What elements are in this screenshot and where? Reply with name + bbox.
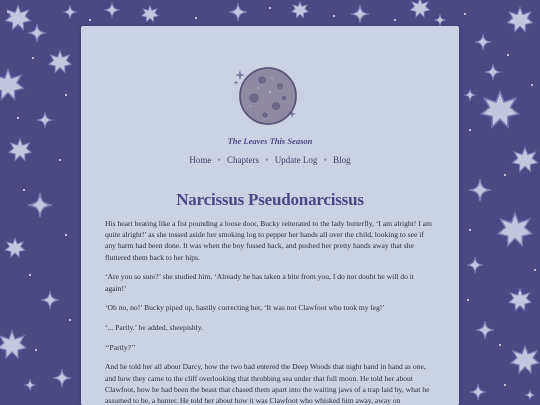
story-paragraph: And he told her all about Darcy, how the two had entered the Deep Woods that night hand in hand as one, and how they came to the cliff overlooking that throbbing sea under that full moon. He told her about Clawfoot, how he had been the beast that chased them apart into the waiting jaws of a trap laid by, what he assumed to be, a hunter. He told her about how it was Clawfoot who whisked him away, away on: [105, 362, 430, 405]
star-icon: [5, 5, 30, 29]
star-icon: [485, 64, 501, 80]
star-icon: [507, 7, 532, 31]
site-title[interactable]: The Leaves This Season: [227, 136, 313, 146]
star-icon: [511, 346, 539, 373]
nav-item-home[interactable]: Home: [189, 155, 212, 165]
star-icon: [292, 2, 309, 18]
story-body: [105, 218, 435, 405]
star-icon: [525, 390, 535, 400]
nav-separator: •: [265, 155, 269, 165]
nav-separator: •: [217, 155, 221, 165]
star-icon: [229, 3, 247, 21]
star-icon: [470, 384, 486, 400]
star-icon: [28, 193, 52, 217]
moon-with-stars-icon[interactable]: [232, 60, 302, 130]
star-icon: [434, 14, 446, 26]
nav-item-update-log[interactable]: Update Log: [274, 155, 318, 165]
star-icon: [410, 0, 430, 17]
star-icon: [476, 321, 494, 339]
star-icon: [482, 92, 518, 127]
star-icon: [509, 289, 531, 311]
star-icon: [142, 6, 159, 22]
star-icon: [0, 70, 23, 100]
post-title: Narcissus Pseudonarcissus: [176, 190, 364, 209]
nav-item-blog[interactable]: Blog: [333, 155, 351, 165]
star-icon: [24, 379, 36, 391]
main-nav: [81, 155, 459, 165]
star-icon: [351, 5, 369, 23]
star-icon: [464, 89, 476, 101]
nav-item-chapters[interactable]: Chapters: [227, 155, 260, 165]
story-paragraph: His heart beating like a fist pounding a loose door, Bucky reiterated to the lady butterfly, ‘I am alright! I am quite alright!’ as she tossed aside her smoking log to pepper her hands all over the child, looking to see if any harm had been done. It was when the boy fussed back, and pushed her pretty hands away that she fluttered them back to her hips.: [105, 219, 432, 262]
star-icon: [104, 2, 120, 18]
story-paragraph: ‘Are you so sure?’ she studied him, ‘Already he has taken a bite from you, I do not doubt he will do it again!’: [105, 272, 415, 293]
star-icon: [41, 291, 59, 309]
star-icon: [5, 238, 25, 257]
star-icon: [49, 51, 71, 73]
star-icon: [498, 213, 532, 245]
nav-separator: •: [323, 155, 327, 165]
star-icon: [37, 112, 53, 128]
story-paragraph: ‘... Partly.’ he added, sheepishly.: [105, 322, 203, 332]
content-panel: [81, 26, 459, 405]
star-icon: [512, 147, 537, 171]
star-icon: [0, 331, 26, 358]
star-icon: [28, 24, 46, 42]
star-icon: [9, 139, 31, 161]
star-icon: [53, 369, 71, 387]
story-paragraph: ‘Oh no, no!’ Bucky piped up, hastily correcting her, ‘It was not Clawfoot who took my leg!’: [105, 303, 385, 313]
star-icon: [467, 257, 483, 273]
star-icon: [469, 179, 491, 201]
star-icon: [475, 34, 491, 50]
star-icon: [63, 5, 77, 19]
story-paragraph: ‘‘Partly?’’: [105, 342, 136, 352]
